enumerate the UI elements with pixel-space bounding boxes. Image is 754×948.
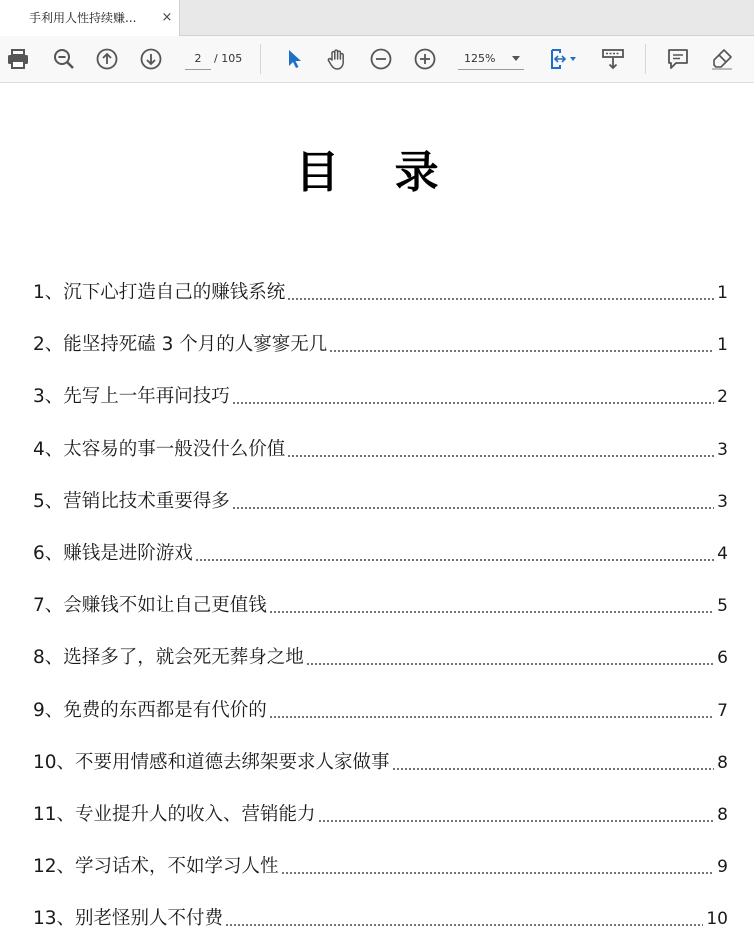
fit-page-icon [548, 47, 578, 71]
toc-entry-title: 4、太容易的事一般没什么价值 [33, 438, 286, 460]
tab-bar [0, 0, 754, 36]
toc-entry-page: 9 [717, 857, 728, 878]
scroll-mode-icon [601, 47, 625, 71]
document-page [0, 83, 754, 948]
toc-entry[interactable] [33, 330, 728, 358]
toc-leader-dots [269, 716, 714, 718]
toc-leader-dots [287, 298, 714, 300]
page-number-input[interactable] [185, 48, 211, 70]
toc-entry-title: 7、会赚钱不如让自己更值钱 [33, 595, 267, 617]
toc-entry-title: 8、选择多了，就会死无葬身之地 [33, 647, 304, 669]
toc-entry-page: 8 [717, 752, 728, 773]
toc-leader-dots [281, 872, 715, 874]
previous-page-button[interactable] [91, 36, 123, 82]
toc-entry[interactable] [33, 539, 728, 567]
highlight-icon [710, 47, 734, 71]
zoom-search-icon [52, 47, 76, 71]
toc-entry-title: 3、先写上一年再问技巧 [33, 386, 230, 408]
page-title: 目 录 [295, 147, 459, 198]
toc-leader-dots [306, 663, 714, 665]
zoom-out-icon [369, 47, 393, 71]
toc-entry[interactable] [33, 435, 728, 463]
toc-entry-page: 1 [717, 335, 728, 356]
page-up-icon [95, 47, 119, 71]
highlight-button[interactable] [706, 36, 738, 82]
toc-entry-page: 3 [717, 491, 728, 512]
page-down-icon [139, 47, 163, 71]
toolbar-divider [260, 44, 261, 74]
document-tab[interactable] [0, 0, 180, 36]
toc-entry[interactable] [33, 800, 728, 828]
zoom-in-icon [413, 47, 437, 71]
toc-entry[interactable] [33, 382, 728, 410]
toc-entry-title: 10、不要用情感和道德去绑架要求人家做事 [33, 751, 390, 773]
toc-entry-title: 1、沉下心打造自己的赚钱系统 [33, 282, 286, 303]
toc-entry-page: 7 [717, 700, 728, 721]
toc-entry[interactable] [33, 904, 728, 932]
toc-entry-page: 5 [717, 596, 728, 617]
zoom-in-button[interactable] [409, 36, 441, 82]
toc-leader-dots [225, 924, 703, 926]
zoom-value: 125% [464, 52, 496, 65]
scroll-mode-button[interactable] [597, 36, 629, 82]
chevron-down-icon [512, 56, 520, 61]
toc-leader-dots [287, 455, 714, 457]
toc-leader-dots [232, 507, 714, 509]
page-total: / 105 [214, 52, 243, 65]
select-tool-button[interactable] [278, 36, 310, 82]
toc-entry[interactable] [33, 278, 728, 306]
select-cursor-icon [283, 48, 305, 70]
toc-entry[interactable] [33, 591, 728, 619]
zoom-select[interactable] [458, 48, 524, 70]
toc-entry-page: 6 [717, 648, 728, 669]
toc-entry[interactable] [33, 696, 728, 724]
toc-entry[interactable] [33, 748, 728, 776]
toc-entry-title: 5、营销比技术重要得多 [33, 490, 230, 512]
hand-tool-button[interactable] [321, 36, 353, 82]
comment-icon [666, 47, 690, 71]
next-page-button[interactable] [135, 36, 167, 82]
zoom-out-button[interactable] [365, 36, 397, 82]
toc-entry-page: 4 [717, 544, 728, 564]
toc-entry-page: 3 [717, 439, 728, 460]
fit-page-button[interactable] [545, 36, 581, 82]
toc-leader-dots [195, 559, 714, 561]
comment-button[interactable] [662, 36, 694, 82]
toc-leader-dots [232, 402, 714, 404]
toc-entry-page: 10 [706, 909, 728, 930]
hand-icon [325, 47, 349, 71]
print-icon [6, 47, 30, 71]
toc-entry-title: 12、学习话术，不如学习人性 [33, 856, 279, 878]
toolbar-divider [645, 44, 646, 74]
toc-leader-dots [392, 768, 715, 770]
zoom-search-button[interactable] [48, 36, 80, 82]
toc-entry-page: 2 [717, 387, 728, 408]
toc-leader-dots [269, 611, 714, 613]
toc-entry-title: 13、别老怪别人不付费 [33, 908, 224, 930]
toc-entry[interactable] [33, 643, 728, 671]
toc-entry[interactable] [33, 852, 728, 880]
toc-leader-dots [318, 820, 715, 822]
toc-leader-dots [329, 350, 714, 352]
toolbar [0, 36, 754, 83]
print-button[interactable] [2, 36, 34, 82]
toc-entry-title: 6、赚钱是进阶游戏 [33, 543, 193, 564]
toc-entry-title: 2、能坚持死磕 3 个月的人寥寥无几 [33, 334, 328, 356]
close-tab-icon[interactable]: × [161, 10, 173, 25]
toc-entry-title: 11、专业提升人的收入、营销能力 [33, 804, 316, 825]
toc-entry-page: 8 [717, 805, 728, 825]
toc-entry-page: 1 [717, 283, 728, 303]
toc-entry-title: 9、免费的东西都是有代价的 [33, 699, 267, 721]
toc-entry[interactable] [33, 487, 728, 515]
tab-title: 手利用人性持续赚... [29, 11, 137, 25]
